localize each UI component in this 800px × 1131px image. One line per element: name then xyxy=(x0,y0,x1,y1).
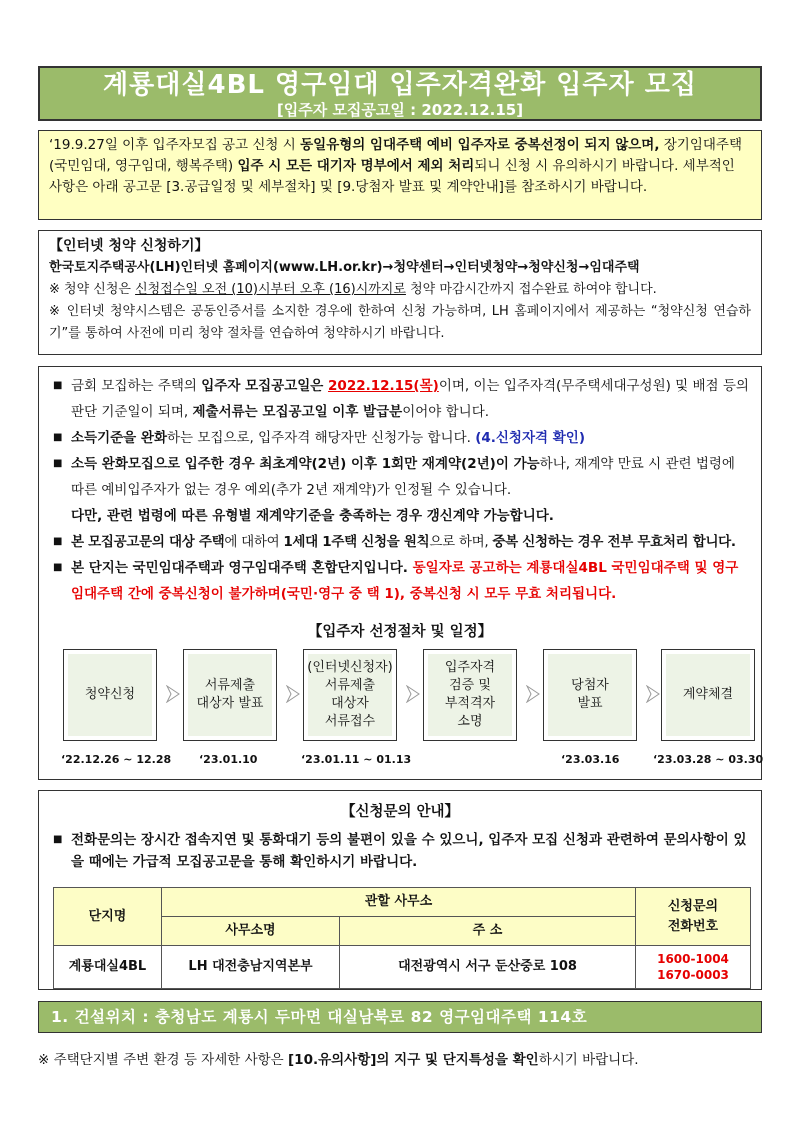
th-address: 주 소 xyxy=(340,917,636,946)
cell-complex: 계룡대실4BL xyxy=(54,946,162,989)
internet-heading: 【인터넷 청약 신청하기】 xyxy=(49,238,209,254)
arrow-right-icon xyxy=(285,685,301,703)
certificate-note: ※ 인터넷 청약시스템은 공동인증서를 소지한 경우에 한하여 신청 가능하며, LH 홈페이지에서 제공하는 “청약신청 연습하기”를 통하여 사전에 미리 청약 절차를 연습하여 청약하시기 바랍니다. xyxy=(49,304,751,341)
cell-office-name: LH 대전충남지역본부 xyxy=(162,946,340,989)
notice-text: 되니 신청 시 유의하시기 바랍니다. 세부적인 사항은 아래 공고문 [3.공급일정 및 세부절차] 및 [9.당첨자 발표 및 계약안내]를 참조하시기 바랍니다. xyxy=(49,158,735,195)
step-date: ‘23.03.16 xyxy=(561,753,620,766)
arrow-right-icon xyxy=(645,685,661,703)
duplicate-selection-notice xyxy=(38,130,762,220)
th-complex: 단지명 xyxy=(54,888,162,946)
contact-table xyxy=(53,887,751,989)
step-document-notice: 서류제출 대상자 발표 xyxy=(183,649,277,741)
notice-text: 장기임대주택(국민임대, 영구임대, 행복주택) xyxy=(49,137,743,174)
notice-bold: 입주 시 모든 대기자 명부에서 제외 처리 xyxy=(237,158,475,174)
step-application: 청약신청 xyxy=(63,649,157,741)
arrow-right-icon xyxy=(525,685,541,703)
step-eligibility-check: 입주자격 검증 및 부적격자 소명 xyxy=(423,649,517,741)
step-date: ‘23.01.11 ~ 01.13 xyxy=(301,753,412,766)
contact-box xyxy=(38,790,762,990)
step-contract: 계약체결 xyxy=(661,649,755,741)
title-banner xyxy=(38,66,762,121)
cell-phone xyxy=(636,946,751,989)
announcement-date: [입주자 모집공고일 : 2022.12.15] xyxy=(276,101,524,119)
list-item: ■ 소득기준을 완화하는 모집으로, 입주자격 해당자만 신청가능 합니다. (4.신청자격 확인) xyxy=(53,430,586,446)
lh-homepage-path: 한국토지주택공사(LH)인터넷 홈페이지(www.LH.or.kr)→청약센터→인터넷청약→청약신청→임대주택 xyxy=(49,260,640,275)
phone-number: 1670-0003 xyxy=(657,968,729,982)
th-office-name: 사무소명 xyxy=(162,917,340,946)
arrow-right-icon xyxy=(405,685,421,703)
page-title: 계룡대실4BL 영구임대 입주자격완화 입주자 모집 xyxy=(103,70,697,100)
cell-address: 대전광역시 서구 둔산중로 108 xyxy=(340,946,636,989)
step-date: ‘23.03.28 ~ 03.30 xyxy=(653,753,764,766)
internet-application-box xyxy=(38,230,762,355)
list-item: ■ 금회 모집하는 주택의 입주자 모집공고일은 2022.12.15(목)이며, 이는 입주자격(무주택세대구성원) 및 배점 등의 판단 기준일이 되며, 제출서류는 모집공고일 이후 발급분이어야 합니다. xyxy=(53,378,749,420)
list-item: ■ 본 단지는 국민임대주택과 영구임대주택 혼합단지입니다. 동일자로 공고하는 계룡대실4BL 국민임대주택 및 영구임대주택 간에 중복신청이 불가하며(국민·영구 중 택 1), 중복신청 시 모두 무효 처리됩니다. xyxy=(53,560,739,602)
list-item: ■ 소득 완화모집으로 입주한 경우 최초계약(2년) 이후 1회만 재계약(2년)이 가능하나, 재계약 만료 시 관련 법령에 따른 예비입주자가 없는 경우 예외(추가 2년 재계약)가 인정될 수 있습니다. 다만, 관련 법령에 따른 유형별 재계약기준을 충족하는 경우 갱신계약 가능합니다. xyxy=(53,456,735,524)
contact-text: ■ 전화문의는 장시간 접속지연 및 통화대기 등의 불편이 있을 수 있으니, 입주자 모집 신청과 관련하여 문의사항이 있을 때에는 가급적 모집공고문을 통해 확인하시기 바랍니다. xyxy=(53,832,747,870)
arrow-right-icon xyxy=(165,685,181,703)
construction-location: 1. 건설위치 : 충청남도 계룡시 두마면 대실남북로 82 영구임대주택 114호 xyxy=(38,1001,762,1033)
step-date: ‘23.01.10 xyxy=(199,753,258,766)
notice-bold: 동일유형의 임대주택 예비 입주자로 중복선정이 되지 않으며, xyxy=(300,137,660,153)
th-office: 관할 사무소 xyxy=(162,888,636,917)
notice-text: ‘19.9.27일 이후 입주자모집 공고 신청 시 xyxy=(49,137,301,153)
main-notice-box xyxy=(38,366,762,780)
process-flow xyxy=(61,649,764,766)
step-document-submission: (인터넷신청자) 서류제출 대상자 서류접수 xyxy=(303,649,397,741)
phone-number: 1600-1004 xyxy=(657,952,729,966)
application-time-note: ※ 청약 신청은 신청접수일 오전 (10)시부터 오후 (16)시까지로 청약 마감시간까지 접수완료 하여야 합니다. xyxy=(49,282,657,297)
list-item: ■ 본 모집공고문의 대상 주택에 대하여 1세대 1주택 신청을 원칙으로 하며, 중복 신청하는 경우 전부 무효처리 합니다. xyxy=(53,534,736,550)
footnote: ※ 주택단지별 주변 환경 등 자세한 사항은 [10.유의사항]의 지구 및 단지특성을 확인하시기 바랍니다. xyxy=(38,1052,639,1068)
step-winner-announcement: 당첨자 발표 xyxy=(543,649,637,741)
th-phone: 신청문의 전화번호 xyxy=(636,888,751,946)
step-date: ‘22.12.26 ~ 12.28 xyxy=(61,753,172,766)
table-row xyxy=(54,946,751,989)
process-title: 【입주자 선정절차 및 일정】 xyxy=(307,624,493,640)
contact-heading: 【신청문의 안내】 xyxy=(340,804,460,820)
